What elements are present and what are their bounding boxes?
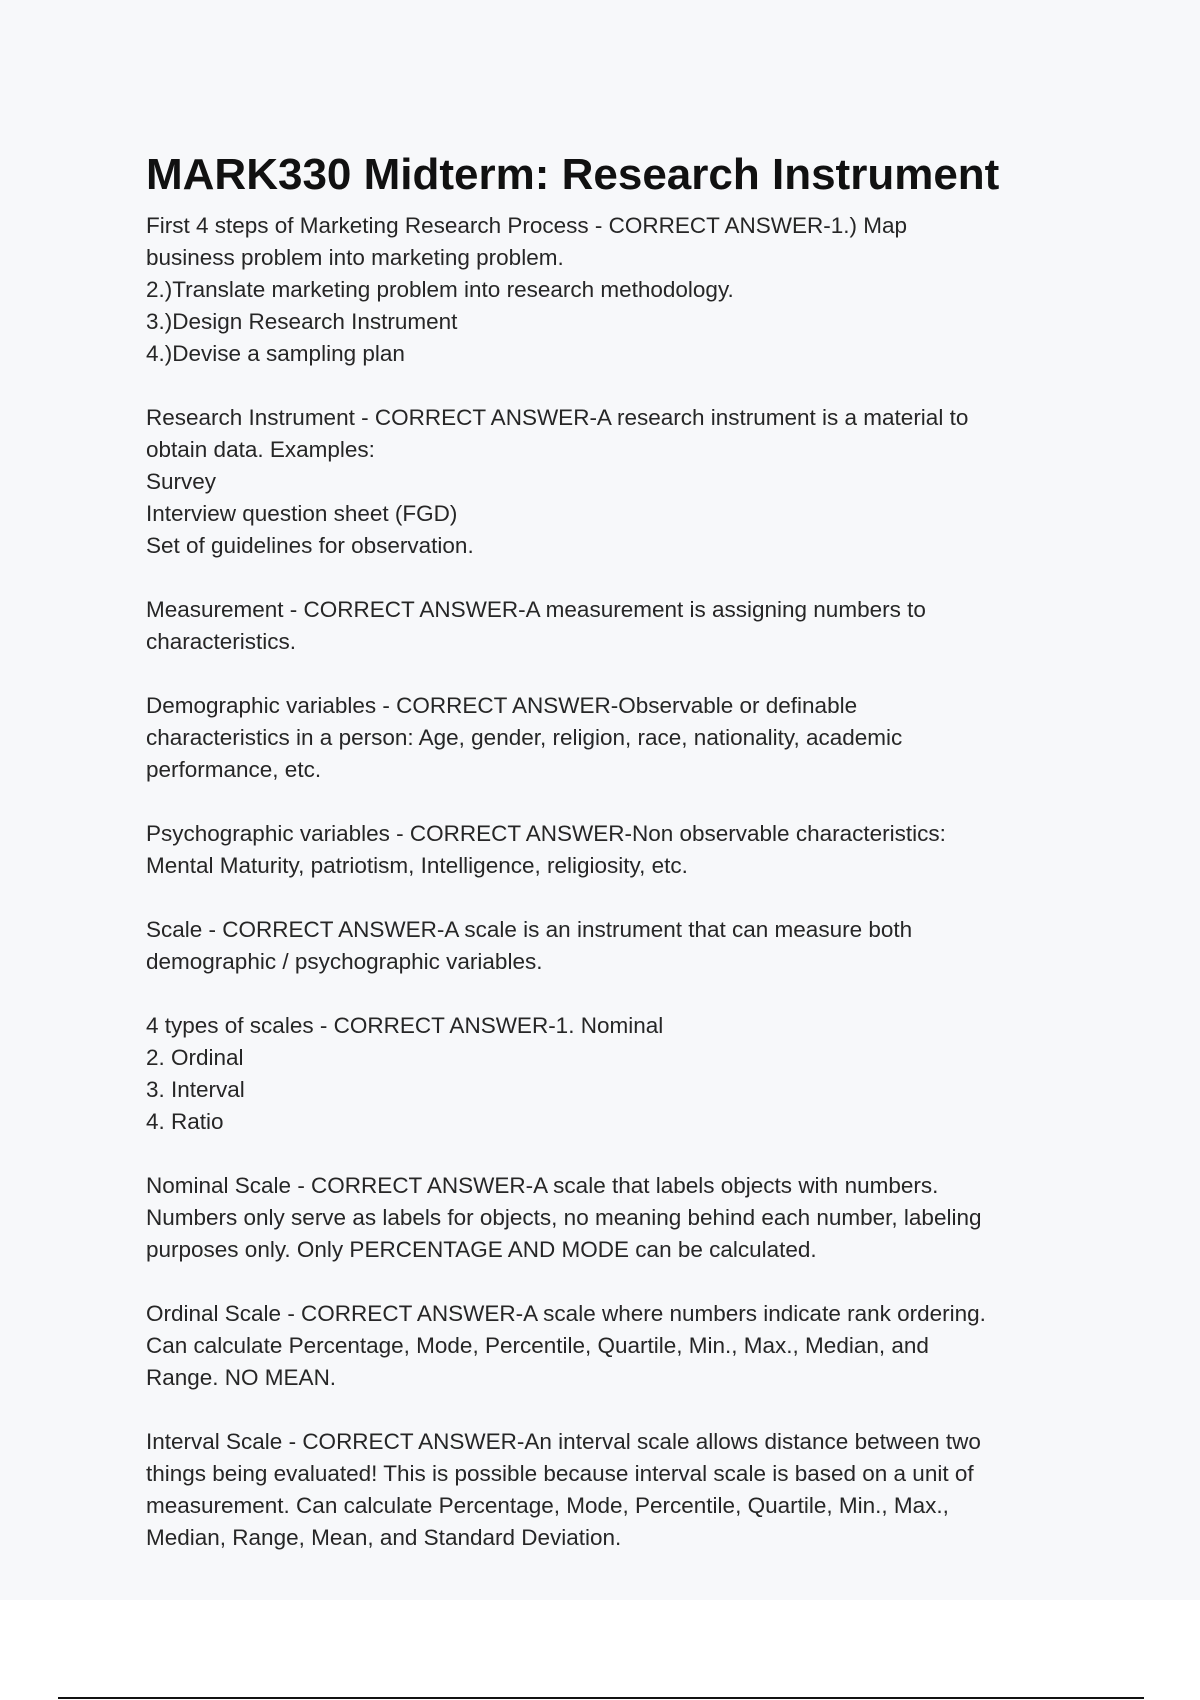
entry-line: Nominal Scale - CORRECT ANSWER-A scale that labels objects with numbers. [146,1173,939,1198]
entry-scale [146,914,1066,978]
entry-line: 4 types of scales - CORRECT ANSWER-1. Nominal [146,1013,664,1038]
entry-types-of-scales [146,1010,1066,1138]
entry-line: 2. Ordinal [146,1045,244,1070]
page-divider [58,1697,1144,1699]
entry-line: Range. NO MEAN. [146,1365,337,1390]
entry-line: 3. Interval [146,1077,245,1102]
entry-line: Set of guidelines for observation. [146,533,474,558]
entry-line: Measurement - CORRECT ANSWER-A measurement is assigning numbers to [146,597,926,622]
entry-line: Mental Maturity, patriotism, Intelligence, religiosity, etc. [146,853,688,878]
entry-line: measurement. Can calculate Percentage, Mode, Percentile, Quartile, Min., Max., [146,1493,949,1518]
entry-line: Interview question sheet (FGD) [146,501,458,526]
entry-line: Demographic variables - CORRECT ANSWER-Observable or definable [146,693,858,718]
entry-line: obtain data. Examples: [146,437,375,462]
entry-line: 3.)Design Research Instrument [146,309,458,334]
entry-psychographic-variables [146,818,1066,882]
entry-demographic-variables [146,690,1066,786]
entry-line: Can calculate Percentage, Mode, Percentile, Quartile, Min., Max., Median, and [146,1333,929,1358]
entry-line: things being evaluated! This is possible because interval scale is based on a unit of [146,1461,974,1486]
entry-line: Survey [146,469,217,494]
entry-line: Interval Scale - CORRECT ANSWER-An interval scale allows distance between two [146,1429,981,1454]
entry-nominal-scale [146,1170,1066,1266]
entry-line: Median, Range, Mean, and Standard Deviation. [146,1525,622,1550]
entry-line: 4.)Devise a sampling plan [146,341,405,366]
entry-line: Research Instrument - CORRECT ANSWER-A research instrument is a material to [146,405,969,430]
page-bottom-margin [0,1600,1200,1700]
entry-line: 2.)Translate marketing problem into research methodology. [146,277,734,302]
entry-ordinal-scale [146,1298,1066,1394]
entry-line: Scale - CORRECT ANSWER-A scale is an instrument that can measure both [146,917,913,942]
entry-line: characteristics. [146,629,297,654]
entry-line: Ordinal Scale - CORRECT ANSWER-A scale where numbers indicate rank ordering. [146,1301,986,1326]
entry-line: First 4 steps of Marketing Research Process - CORRECT ANSWER-1.) Map [146,213,908,238]
entry-line: 4. Ratio [146,1109,224,1134]
entry-line: performance, etc. [146,757,322,782]
entry-line: demographic / psychographic variables. [146,949,543,974]
entry-interval-scale [146,1426,1066,1554]
document-title: MARK330 Midterm: Research Instrument [146,150,1000,199]
entry-line: purposes only. Only PERCENTAGE AND MODE can be calculated. [146,1237,817,1262]
entry-line: characteristics in a person: Age, gender, religion, race, nationality, academic [146,725,903,750]
entry-line: business problem into marketing problem. [146,245,564,270]
entry-marketing-research-steps [146,210,1066,370]
entry-measurement [146,594,1066,658]
entry-line: Psychographic variables - CORRECT ANSWER-Non observable characteristics: [146,821,946,846]
entry-line: Numbers only serve as labels for objects, no meaning behind each number, labeling [146,1205,982,1230]
document-content [146,146,1066,1586]
entry-research-instrument [146,402,1066,562]
